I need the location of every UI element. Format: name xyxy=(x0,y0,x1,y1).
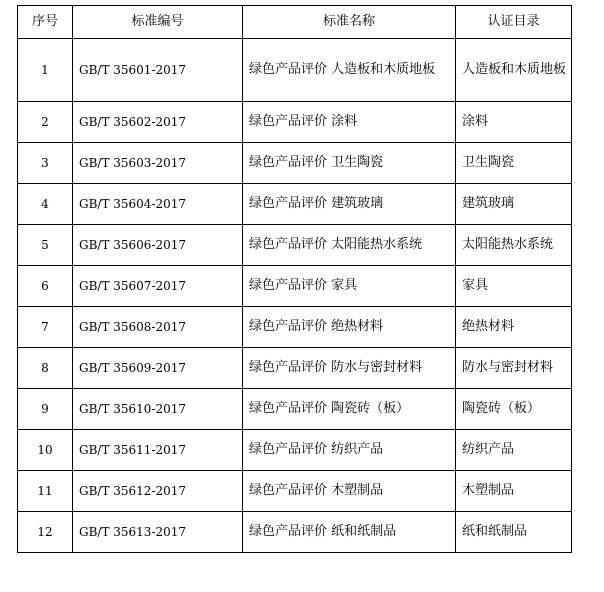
table-row xyxy=(18,184,572,225)
table-row xyxy=(18,348,572,389)
row-catalog: 人造板和木质地板 xyxy=(456,39,572,102)
table-row xyxy=(18,471,572,512)
row-no: 6 xyxy=(18,266,73,307)
row-catalog: 家具 xyxy=(456,266,572,307)
row-code: GB/T 35610-2017 xyxy=(73,389,243,430)
table-row xyxy=(18,266,572,307)
row-code: GB/T 35603-2017 xyxy=(73,143,243,184)
row-code: GB/T 35607-2017 xyxy=(73,266,243,307)
table-row xyxy=(18,512,572,553)
row-catalog: 太阳能热水系统 xyxy=(456,225,572,266)
row-no: 7 xyxy=(18,307,73,348)
row-name: 绿色产品评价 陶瓷砖（板） xyxy=(243,389,456,430)
row-no: 2 xyxy=(18,102,73,143)
row-name: 绿色产品评价 纺织产品 xyxy=(243,430,456,471)
row-catalog: 木塑制品 xyxy=(456,471,572,512)
row-name: 绿色产品评价 建筑玻璃 xyxy=(243,184,456,225)
row-code: GB/T 35602-2017 xyxy=(73,102,243,143)
row-name: 绿色产品评价 木塑制品 xyxy=(243,471,456,512)
header-code: 标准编号 xyxy=(73,6,243,39)
row-no: 8 xyxy=(18,348,73,389)
row-no: 4 xyxy=(18,184,73,225)
table-row xyxy=(18,225,572,266)
row-no: 10 xyxy=(18,430,73,471)
row-code: GB/T 35608-2017 xyxy=(73,307,243,348)
row-code: GB/T 35604-2017 xyxy=(73,184,243,225)
row-code: GB/T 35606-2017 xyxy=(73,225,243,266)
table-row xyxy=(18,39,572,102)
row-no: 11 xyxy=(18,471,73,512)
row-no: 3 xyxy=(18,143,73,184)
row-name: 绿色产品评价 人造板和木质地板 xyxy=(243,39,456,102)
row-code: GB/T 35612-2017 xyxy=(73,471,243,512)
row-no: 1 xyxy=(18,39,73,102)
row-no: 9 xyxy=(18,389,73,430)
row-name: 绿色产品评价 防水与密封材料 xyxy=(243,348,456,389)
row-code: GB/T 35611-2017 xyxy=(73,430,243,471)
row-name: 绿色产品评价 家具 xyxy=(243,266,456,307)
header-no: 序号 xyxy=(18,6,73,39)
table-row xyxy=(18,143,572,184)
table-row xyxy=(18,307,572,348)
table-row xyxy=(18,102,572,143)
row-code: GB/T 35609-2017 xyxy=(73,348,243,389)
row-catalog: 纺织产品 xyxy=(456,430,572,471)
row-name: 绿色产品评价 涂料 xyxy=(243,102,456,143)
row-catalog: 建筑玻璃 xyxy=(456,184,572,225)
row-catalog: 纸和纸制品 xyxy=(456,512,572,553)
row-name: 绿色产品评价 纸和纸制品 xyxy=(243,512,456,553)
row-catalog: 陶瓷砖（板） xyxy=(456,389,572,430)
table-row xyxy=(18,430,572,471)
table-row xyxy=(18,389,572,430)
row-name: 绿色产品评价 绝热材料 xyxy=(243,307,456,348)
row-catalog: 绝热材料 xyxy=(456,307,572,348)
row-catalog: 卫生陶瓷 xyxy=(456,143,572,184)
row-code: GB/T 35601-2017 xyxy=(73,39,243,102)
row-name: 绿色产品评价 太阳能热水系统 xyxy=(243,225,456,266)
standards-table xyxy=(17,5,572,553)
row-no: 12 xyxy=(18,512,73,553)
table-header-row xyxy=(18,6,572,39)
header-name: 标准名称 xyxy=(243,6,456,39)
row-name: 绿色产品评价 卫生陶瓷 xyxy=(243,143,456,184)
header-catalog: 认证目录 xyxy=(456,6,572,39)
row-code: GB/T 35613-2017 xyxy=(73,512,243,553)
row-catalog: 防水与密封材料 xyxy=(456,348,572,389)
row-catalog: 涂料 xyxy=(456,102,572,143)
row-no: 5 xyxy=(18,225,73,266)
